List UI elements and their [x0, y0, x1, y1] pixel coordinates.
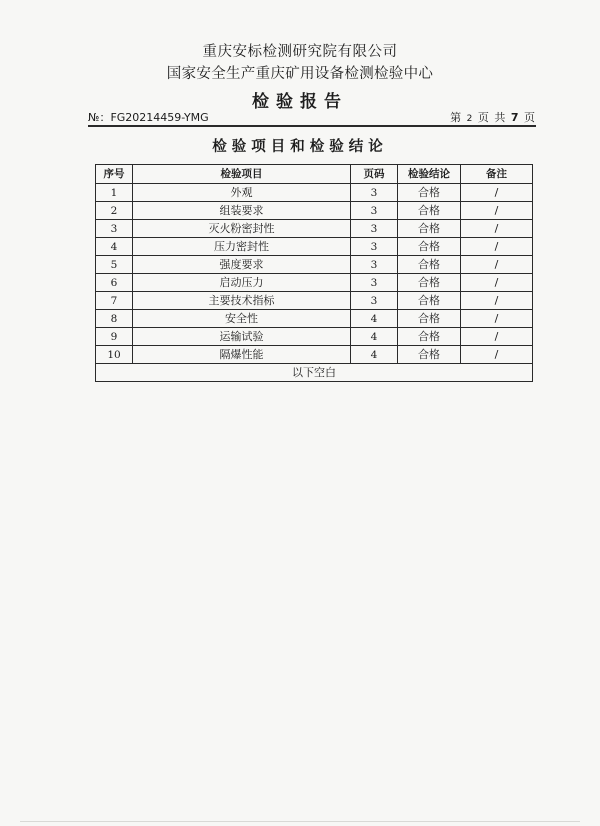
table-row	[96, 292, 533, 310]
cell-inspection-item: 压力密封性	[133, 238, 351, 256]
cell-serial-no: 7	[96, 292, 133, 310]
cell-inspection-item: 强度要求	[133, 256, 351, 274]
cell-serial-no: 6	[96, 274, 133, 292]
table-row	[96, 238, 533, 256]
cell-page-no: 3	[351, 274, 398, 292]
cell-inspection-item: 安全性	[133, 310, 351, 328]
section-title: 检验项目和检验结论	[212, 139, 388, 155]
cell-page-no: 3	[351, 292, 398, 310]
cell-inspection-item: 隔爆性能	[133, 346, 351, 364]
cell-remark: /	[461, 328, 533, 346]
cell-page-no: 4	[351, 346, 398, 364]
page-prefix: 第	[450, 111, 463, 124]
cell-inspection-item: 外观	[133, 184, 351, 202]
page-indicator	[450, 109, 536, 125]
page-suffix: 页	[524, 111, 536, 124]
cell-conclusion: 合格	[398, 310, 461, 328]
page-current: 2	[466, 114, 474, 124]
table-row	[96, 202, 533, 220]
report-number: №：FG20214459-YMG	[88, 111, 209, 124]
cell-page-no: 3	[351, 238, 398, 256]
table-row	[96, 220, 533, 238]
header-remark: 备注	[461, 165, 533, 184]
cell-serial-no: 4	[96, 238, 133, 256]
inspection-items-table	[95, 164, 533, 382]
table-row	[96, 256, 533, 274]
organization-center-name: 国家安全生产重庆矿用设备检测检验中心	[166, 66, 434, 82]
cell-inspection-item: 组装要求	[133, 202, 351, 220]
table-row	[96, 184, 533, 202]
cell-serial-no: 10	[96, 346, 133, 364]
cell-conclusion: 合格	[398, 220, 461, 238]
header-serial-no: 序号	[96, 165, 133, 184]
header-page-no: 页码	[351, 165, 398, 184]
cell-serial-no: 3	[96, 220, 133, 238]
page-total: 7	[510, 111, 520, 124]
cell-page-no: 3	[351, 220, 398, 238]
table-row	[96, 346, 533, 364]
page-bottom-edge	[20, 821, 580, 822]
cell-conclusion: 合格	[398, 202, 461, 220]
cell-remark: /	[461, 292, 533, 310]
table-row	[96, 274, 533, 292]
cell-conclusion: 合格	[398, 238, 461, 256]
report-meta-row	[88, 109, 536, 127]
header-inspection-item: 检验项目	[133, 165, 351, 184]
blank-below-note: 以下空白	[96, 364, 533, 382]
cell-remark: /	[461, 184, 533, 202]
cell-remark: /	[461, 238, 533, 256]
table-row	[96, 328, 533, 346]
cell-conclusion: 合格	[398, 256, 461, 274]
page-middle: 页 共	[477, 111, 507, 124]
cell-serial-no: 8	[96, 310, 133, 328]
cell-conclusion: 合格	[398, 292, 461, 310]
cell-remark: /	[461, 346, 533, 364]
cell-serial-no: 5	[96, 256, 133, 274]
cell-remark: /	[461, 202, 533, 220]
cell-conclusion: 合格	[398, 328, 461, 346]
cell-inspection-item: 主要技术指标	[133, 292, 351, 310]
cell-page-no: 4	[351, 310, 398, 328]
cell-page-no: 3	[351, 202, 398, 220]
cell-page-no: 4	[351, 328, 398, 346]
cell-conclusion: 合格	[398, 274, 461, 292]
cell-conclusion: 合格	[398, 346, 461, 364]
cell-inspection-item: 灭火粉密封性	[133, 220, 351, 238]
cell-remark: /	[461, 256, 533, 274]
table-header-row	[96, 165, 533, 184]
report-title: 检验报告	[252, 92, 348, 112]
cell-remark: /	[461, 274, 533, 292]
cell-page-no: 3	[351, 184, 398, 202]
cell-inspection-item: 运输试验	[133, 328, 351, 346]
table-footer-row	[96, 364, 533, 382]
cell-serial-no: 1	[96, 184, 133, 202]
cell-remark: /	[461, 310, 533, 328]
cell-serial-no: 9	[96, 328, 133, 346]
cell-page-no: 3	[351, 256, 398, 274]
cell-remark: /	[461, 220, 533, 238]
cell-conclusion: 合格	[398, 184, 461, 202]
header-conclusion: 检验结论	[398, 165, 461, 184]
cell-serial-no: 2	[96, 202, 133, 220]
organization-name: 重庆安标检测研究院有限公司	[202, 44, 398, 60]
table-row	[96, 310, 533, 328]
cell-inspection-item: 启动压力	[133, 274, 351, 292]
